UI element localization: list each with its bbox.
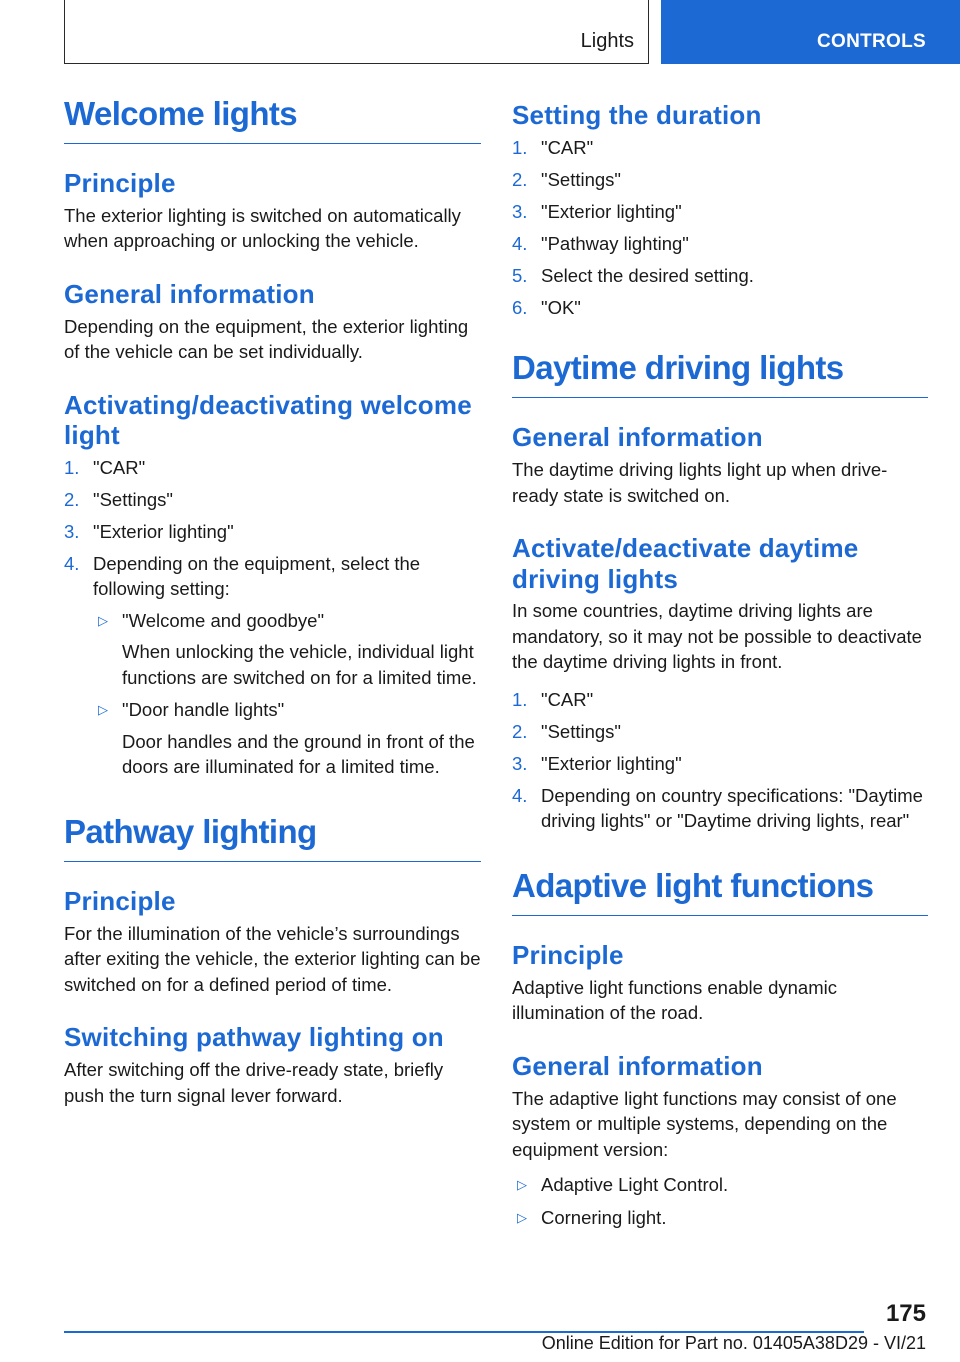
step-text: "Exterior lighting" — [541, 752, 682, 774]
list-item — [64, 551, 481, 780]
switching-pathway-text: After switching off the drive-ready state, briefly push the turn signal lever forward. — [64, 1059, 444, 1106]
step-text: Depending on the equipment, select the following setting: — [93, 552, 421, 600]
welcome-principle-text: The exterior lighting is switched on automatically when approaching or unlocking the vehicle. — [64, 204, 461, 252]
list-item — [512, 135, 928, 161]
adaptive-light-functions-title: Adaptive light functions — [512, 868, 928, 916]
step-number: 2. — [512, 720, 528, 742]
step-number: 3. — [512, 200, 528, 222]
step-number: 1. — [64, 456, 80, 478]
activating-steps-list — [64, 455, 481, 780]
page-number: 175 — [885, 1300, 926, 1327]
step-number: 6. — [512, 296, 528, 318]
list-item — [64, 519, 481, 545]
step-text: "Exterior lighting" — [93, 520, 234, 542]
triangle-right-icon: ▷ — [517, 1209, 527, 1225]
list-item — [93, 608, 481, 691]
list-item — [512, 295, 928, 321]
welcome-general-heading: General information — [64, 278, 315, 309]
list-item — [512, 263, 928, 289]
header-section-box — [64, 0, 649, 64]
header-chapter-title: CONTROLS — [816, 31, 926, 52]
activate-daytime-text: In some countries, daytime driving lights are mandatory, so it may not be possible to deactivate the daytime driving lights in front. — [512, 600, 922, 673]
step-text: "Settings" — [541, 720, 621, 742]
step-text: Select the desired setting. — [541, 264, 754, 286]
triangle-right-icon: ▷ — [98, 612, 108, 628]
adaptive-general-heading: General information — [512, 1050, 763, 1081]
header-section-title: Lights — [580, 30, 634, 52]
step-number: 1. — [512, 688, 528, 710]
step-text: "CAR" — [541, 688, 594, 710]
step-number: 4. — [512, 784, 528, 806]
activate-daytime-heading: Activate/deactivate daytime driving lights — [512, 533, 859, 594]
option-label: "Door handle lights" — [122, 699, 285, 721]
step-number: 2. — [512, 168, 528, 190]
list-item — [512, 167, 928, 193]
right-column — [512, 100, 928, 1237]
activating-welcome-heading: Activating/deactivating welcome light — [64, 389, 472, 451]
step-text: "Settings" — [541, 168, 621, 190]
daytime-general-text: The daytime driving lights light up when drive-ready state is switched on. — [512, 459, 888, 506]
welcome-principle-heading: Principle — [64, 168, 176, 199]
switching-pathway-heading: Switching pathway lighting on — [64, 1022, 444, 1053]
step-number: 3. — [64, 520, 80, 542]
step-text: "OK" — [541, 296, 581, 318]
step-number: 5. — [512, 264, 528, 286]
footer-edition-text: Online Edition for Part no. 01405A38D29 - VI/21 — [541, 1333, 926, 1353]
list-item — [512, 199, 928, 225]
header-chapter-tab — [661, 0, 960, 64]
step-text: "CAR" — [93, 456, 146, 478]
list-item — [512, 1205, 928, 1231]
list-item — [512, 231, 928, 257]
left-column — [64, 96, 481, 1108]
list-item — [512, 1172, 928, 1198]
step-number: 1. — [512, 136, 528, 158]
adaptive-general-text: The adaptive light functions may consist of one system or multiple systems, depending on the equipment version: — [512, 1087, 897, 1160]
pathway-principle-text: For the illumination of the vehicle’s surroundings after exiting the vehicle, the exterior lighting can be switched on for a defined period of time. — [64, 922, 481, 995]
bullet-text: Cornering light. — [541, 1206, 667, 1228]
daytime-driving-lights-title: Daytime driving lights — [512, 350, 928, 398]
step-text: Depending on country specifications: "Daytime driving lights" or "Daytime driving lights, rear" — [541, 784, 923, 832]
list-item — [512, 751, 928, 777]
list-item — [93, 697, 481, 780]
adaptive-principle-text: Adaptive light functions enable dynamic illumination of the road. — [512, 976, 837, 1024]
option-description: When unlocking the vehicle, individual light functions are switched on for a limited time. — [122, 641, 477, 688]
option-label: "Welcome and goodbye" — [122, 609, 325, 631]
setting-options-list — [93, 608, 481, 780]
pathway-lighting-title: Pathway lighting — [64, 814, 481, 862]
list-item — [64, 455, 481, 481]
bullet-text: Adaptive Light Control. — [541, 1174, 729, 1196]
triangle-right-icon: ▷ — [517, 1177, 527, 1193]
adaptive-bullets-list — [512, 1172, 928, 1230]
welcome-general-text: Depending on the equipment, the exterior lighting of the vehicle can be set individually. — [64, 315, 469, 363]
list-item — [512, 783, 928, 834]
adaptive-principle-heading: Principle — [512, 940, 624, 971]
setting-duration-heading: Setting the duration — [512, 100, 762, 130]
list-item — [512, 687, 928, 713]
step-text: "Exterior lighting" — [541, 200, 682, 222]
activate-daytime-steps-list — [512, 687, 928, 834]
duration-steps-list — [512, 135, 928, 321]
pathway-principle-heading: Principle — [64, 886, 176, 917]
welcome-lights-title: Welcome lights — [64, 96, 481, 144]
list-item — [512, 719, 928, 745]
step-text: "Pathway lighting" — [541, 232, 689, 254]
step-number: 4. — [64, 552, 80, 574]
step-text: "CAR" — [541, 136, 594, 158]
triangle-right-icon: ▷ — [98, 702, 108, 718]
step-number: 2. — [64, 488, 80, 510]
list-item — [64, 487, 481, 513]
daytime-general-heading: General information — [512, 422, 763, 453]
step-text: "Settings" — [93, 488, 173, 510]
step-number: 4. — [512, 232, 528, 254]
step-number: 3. — [512, 752, 528, 774]
option-description: Door handles and the ground in front of the doors are illuminated for a limited time. — [122, 730, 475, 778]
